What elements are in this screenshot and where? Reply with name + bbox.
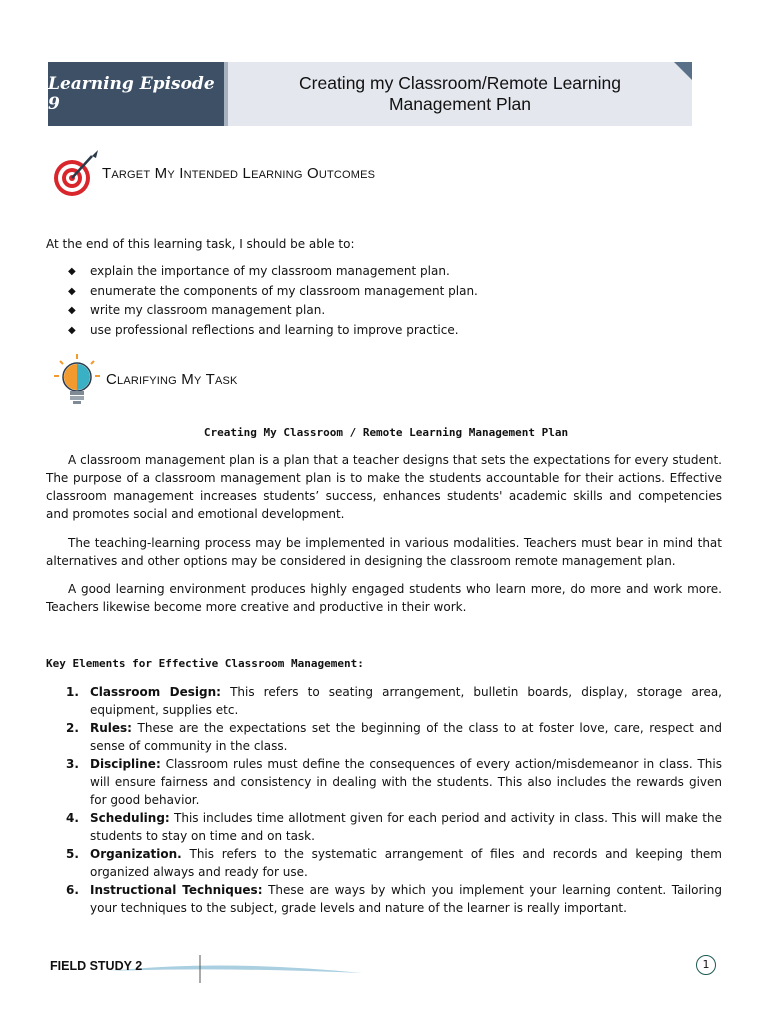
outcomes-heading [52,148,375,198]
episode-title: Creating my Classroom/Remote Learning Management Plan [299,73,621,114]
list-item: ◆ enumerate the components of my classroom management plan. [68,282,478,302]
list-item: 5. Organization. This refers to the systematic arrangement of files and records and keeping them organized always and ready for use. [66,847,722,879]
episode-label-box [48,62,228,126]
key-elements-list [66,683,722,917]
key-elements-heading: Key Elements for Effective Classroom Management: [46,657,364,670]
diamond-bullet-icon: ◆ [68,305,76,316]
list-item: 2. Rules: These are the expectations set the beginning of the class to at foster love, care, respect and sense of community in the class. [66,721,722,753]
episode-title-box [228,62,692,126]
lightbulb-brain-icon [52,352,102,406]
list-item: 6. Instructional Techniques: These are ways by which you implement your learning content. Tailoring your techniques to the subject, grade levels and nature of the learner is really important. [66,883,722,915]
paragraph: The teaching-learning process may be implemented in various modalities. Teachers must bear in mind that alternatives and other options may be considered in designing the classroom remote management plan. [46,536,722,568]
paragraph: A classroom management plan is a plan that a teacher designs that sets the expectations for every student. The purpose of a classroom management plan is to make the students accountable for their actions. Effective classroom management increases students’ success, enhances students' academic skills and competencies and promotes social and emotional development. [46,453,722,521]
banner-corner-fold [674,62,692,80]
outcomes-intro: At the end of this learning task, I should be able to: [46,237,355,251]
list-item: ◆ use professional reflections and learning to improve practice. [68,321,478,341]
target-icon [52,148,100,198]
task-heading-text: Clarifying My Task [106,370,238,388]
list-item: ◆ explain the importance of my classroom management plan. [68,262,478,282]
outcomes-list [68,262,478,340]
list-item: ◆ write my classroom management plan. [68,301,478,321]
task-subtitle: Creating My Classroom / Remote Learning Management Plan [203,426,569,439]
diamond-bullet-icon: ◆ [68,285,76,297]
episode-banner [48,62,692,126]
footer-label: FIELD STUDY 2 [50,959,143,973]
task-heading [52,352,238,406]
outcomes-heading-text: Target My Intended Learning Outcomes [102,164,376,182]
list-item: 3. Discipline: Classroom rules must define the consequences of every action/misdemeanor in class. This will ensure fairness and consistency in dealing with the students. This also includes the rewards given for good behavior. [66,757,722,807]
episode-label: Learning Episode 9 [48,74,215,114]
paragraph: A good learning environment produces highly engaged students who learn more, do more and work more. Teachers likewise become more creative and productive in their work. [46,582,722,614]
diamond-bullet-icon: ◆ [68,324,76,336]
page-footer [50,955,730,985]
list-item: 4. Scheduling: This includes time allotment given for each period and activity in class. This will make the students to stay on time and on task. [66,811,722,843]
list-item: 1. Classroom Design: This refers to seating arrangement, bulletin boards, display, storage area, equipment, supplies etc. [66,685,722,717]
page-number: 1 [696,955,716,975]
diamond-bullet-icon: ◆ [68,266,76,277]
